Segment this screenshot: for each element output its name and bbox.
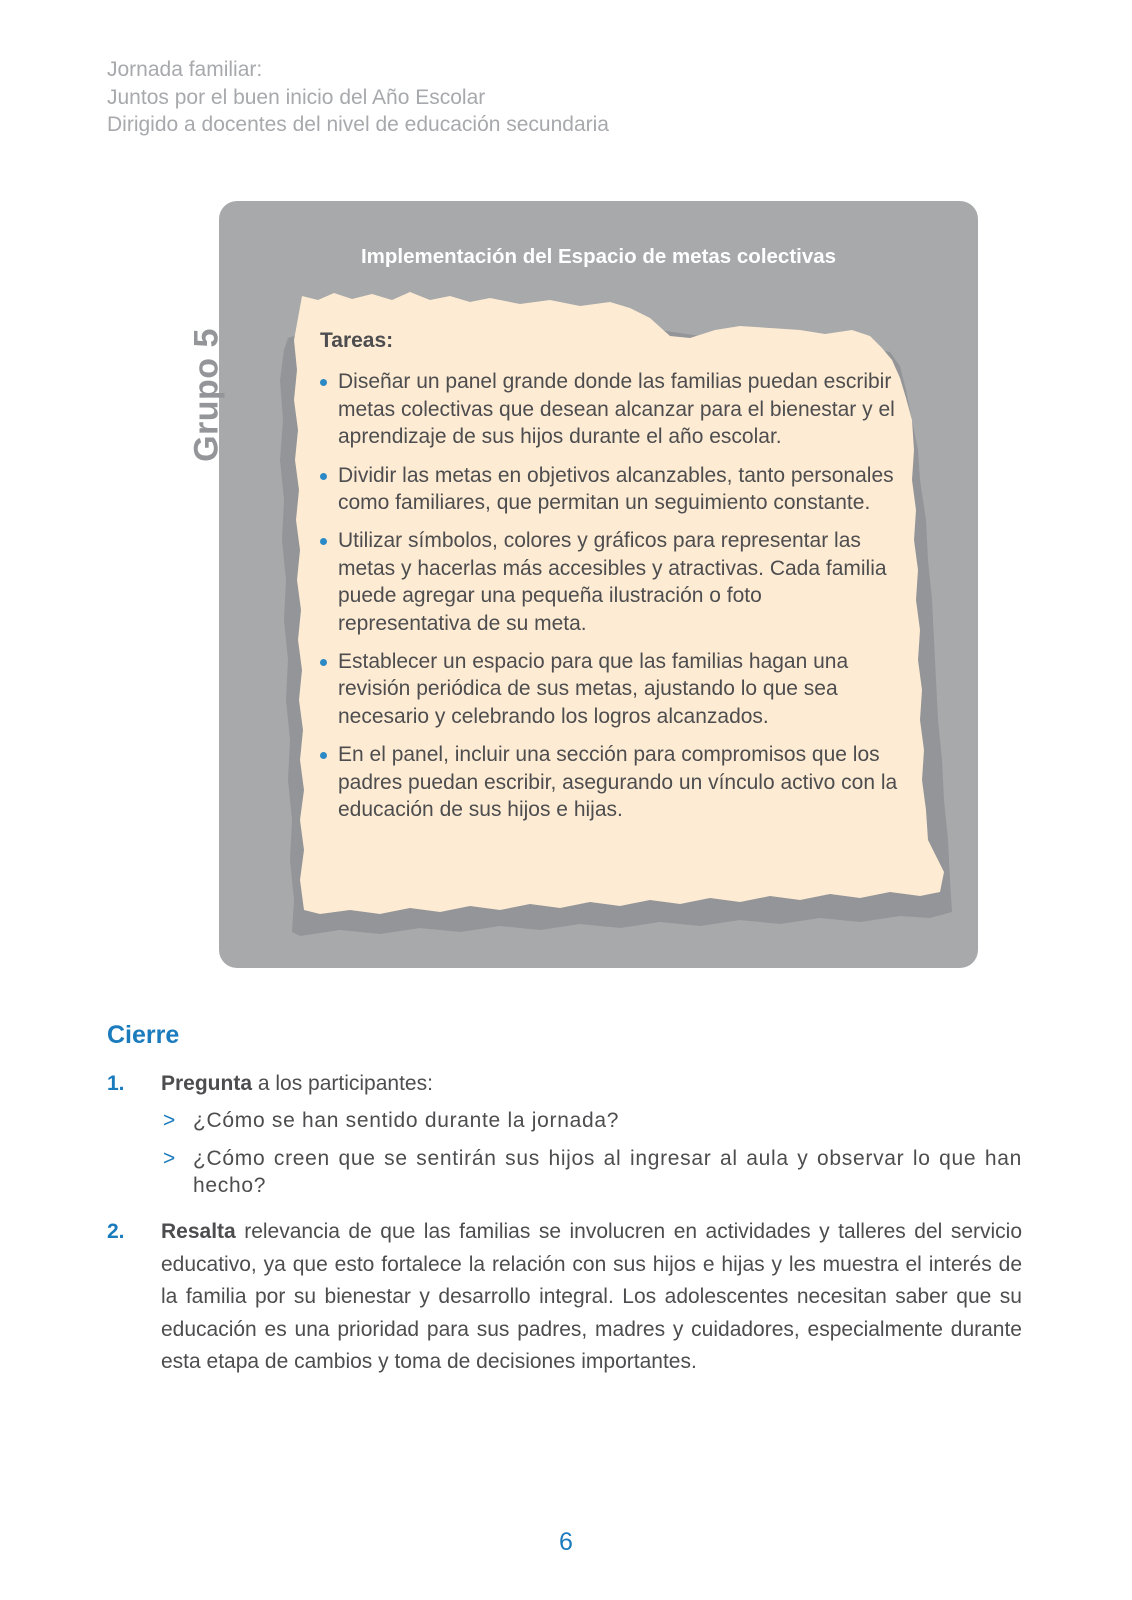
step-number: 1. bbox=[107, 1072, 125, 1095]
group-label-text: Grupo 5 bbox=[187, 328, 226, 462]
header-line-1: Jornada familiar: bbox=[107, 58, 263, 81]
bullet-icon bbox=[320, 379, 327, 386]
task-item bbox=[320, 648, 900, 730]
task-item bbox=[320, 368, 900, 450]
task-item bbox=[320, 462, 900, 517]
cierre-heading: Cierre bbox=[107, 1021, 180, 1049]
question-item bbox=[161, 1107, 1022, 1134]
bullet-icon bbox=[320, 473, 327, 480]
bullet-icon bbox=[320, 752, 327, 759]
task-text: Dividir las metas en objetivos alcanzables, tanto personales como familiares, que permitan un seguimiento constante. bbox=[338, 463, 894, 515]
task-list bbox=[320, 368, 900, 823]
bullet-icon bbox=[320, 659, 327, 666]
question-text: ¿Cómo creen que se sentirán sus hijos al ingresar al aula y observar lo que han hecho? bbox=[193, 1146, 1022, 1197]
page-number: 6 bbox=[559, 1528, 573, 1556]
task-item bbox=[320, 527, 900, 637]
tasks-panel bbox=[320, 327, 900, 835]
task-text: Diseñar un panel grande donde las familias puedan escribir metas colectivas que desean alcanzar para el bienestar y el aprendizaje de sus hijos durante el año escolar. bbox=[338, 370, 895, 449]
step-body bbox=[161, 1068, 1022, 1199]
task-text: Utilizar símbolos, colores y gráficos para representar las metas y hacerlas más accesibles y atractivas. Cada familia puede agregar una pequeña ilustración o foto representativa de su meta. bbox=[338, 529, 887, 635]
cierre-step-1 bbox=[107, 1068, 1022, 1210]
header-line-2: Juntos por el buen inicio del Año Escolar bbox=[107, 85, 486, 109]
bullet-icon bbox=[320, 538, 327, 545]
cierre-step-2 bbox=[107, 1216, 1022, 1379]
step-body bbox=[161, 1216, 1022, 1379]
step-text: a los participantes: bbox=[252, 1072, 433, 1095]
question-item bbox=[161, 1145, 1022, 1199]
chevron-right-icon: > bbox=[163, 1108, 176, 1132]
step-verb: Resalta bbox=[161, 1220, 236, 1243]
question-list bbox=[161, 1107, 1022, 1199]
header-line-3: Dirigido a docentes del nivel de educación secundaria bbox=[107, 113, 609, 136]
task-item bbox=[320, 741, 900, 823]
step-verb: Pregunta bbox=[161, 1072, 253, 1095]
task-text: En el panel, incluir una sección para compromisos que los padres puedan escribir, asegurando un vínculo activo con la educación de sus hijos e hijas. bbox=[338, 743, 898, 822]
tasks-heading: Tareas: bbox=[320, 329, 394, 352]
task-text: Establecer un espacio para que las familias hagan una revisión periódica de sus metas, ajustando lo que sea necesario y celebrando los logros alcanzados. bbox=[338, 650, 849, 728]
step-text: relevancia de que las familias se involucren en actividades y talleres del servicio educativo, ya que esto fortalece la relación con sus hijos e hijas y les muestra el interés de la familia por su bienestar y desarrollo integral. Los adolescentes necesitan saber que su educación es una prioridad para sus padres, madres y cuidadores, especialmente durante esta etapa de cambios y toma de decisiones importantes. bbox=[161, 1220, 1022, 1373]
card-title: Implementación del Espacio de metas colectivas bbox=[360, 245, 837, 268]
step-number: 2. bbox=[107, 1220, 125, 1243]
chevron-right-icon: > bbox=[163, 1146, 176, 1170]
question-text: ¿Cómo se han sentido durante la jornada? bbox=[193, 1108, 620, 1132]
